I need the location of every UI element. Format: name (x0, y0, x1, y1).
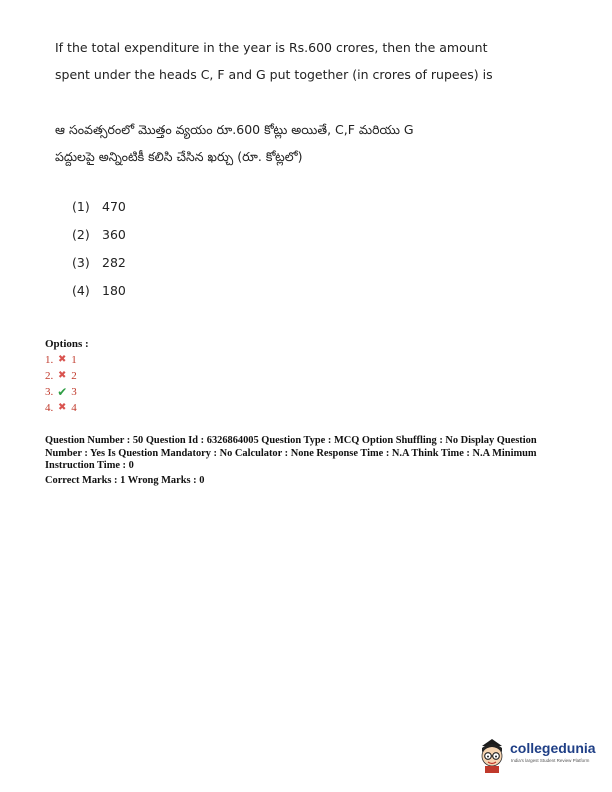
option-label: 4 (71, 402, 77, 414)
cross-icon: ✖ (58, 402, 67, 413)
choice-number: (1) (72, 199, 90, 214)
collegedunia-logo (476, 736, 604, 776)
brand-name: collegedunia (510, 740, 596, 756)
checkmark-icon: ✔ (57, 385, 68, 399)
question-english-line-1: If the total expenditure in the year is Rs.600 crores, then the amount (55, 40, 488, 55)
question-text-telugu (55, 116, 555, 170)
options-title: Options : (45, 338, 89, 350)
student-mascot-icon (476, 736, 508, 774)
question-text-english (55, 34, 555, 88)
options-list (45, 338, 89, 416)
answer-choice-1 (72, 199, 126, 227)
marks-info: Correct Marks : 1 Wrong Marks : 0 (45, 475, 205, 486)
option-index: 4. (45, 402, 54, 414)
question-english-line-2: spent under the heads C, F and G put together (in crores of rupees) is (55, 67, 493, 82)
option-label: 1 (71, 354, 77, 366)
option-label: 2 (71, 370, 77, 382)
choice-number: (4) (72, 283, 90, 298)
option-item-2 (45, 368, 89, 384)
question-metadata: Question Number : 50 Question Id : 6326864005 Question Type : MCQ Option Shuffling : No Display Question Number : Yes Is Question Mandatory : No Calculator : None Response Time : N.A Think Time : N.A Minimum Instruction Time : 0 (45, 435, 537, 472)
answer-choice-2 (72, 227, 126, 255)
cross-icon: ✖ (58, 354, 67, 365)
option-label: 3 (71, 386, 77, 398)
brand-tagline: India's largest Student Review Platform (511, 758, 590, 763)
option-index: 3. (45, 386, 54, 398)
question-telugu-line-2: పద్దులపై అన్నింటికీ కలిసి చేసిన ఖర్చు (రూ. కోట్లలో) (55, 149, 303, 164)
choice-value: 360 (102, 227, 126, 242)
choice-number: (2) (72, 227, 90, 242)
answer-choices (72, 199, 126, 311)
choice-value: 470 (102, 199, 126, 214)
answer-choice-3 (72, 255, 126, 283)
option-index: 2. (45, 370, 54, 382)
option-item-3 (45, 384, 89, 400)
option-item-1 (45, 352, 89, 368)
choice-number: (3) (72, 255, 90, 270)
choice-value: 180 (102, 283, 126, 298)
choice-value: 282 (102, 255, 126, 270)
cross-icon: ✖ (58, 370, 67, 381)
answer-choice-4 (72, 283, 126, 311)
option-index: 1. (45, 354, 54, 366)
question-telugu-line-1: ఆ సంవత్సరంలో మొత్తం వ్యయం రూ.600 కోట్లు అయితే, C,F మరియు G (55, 122, 414, 137)
option-item-4 (45, 400, 89, 416)
